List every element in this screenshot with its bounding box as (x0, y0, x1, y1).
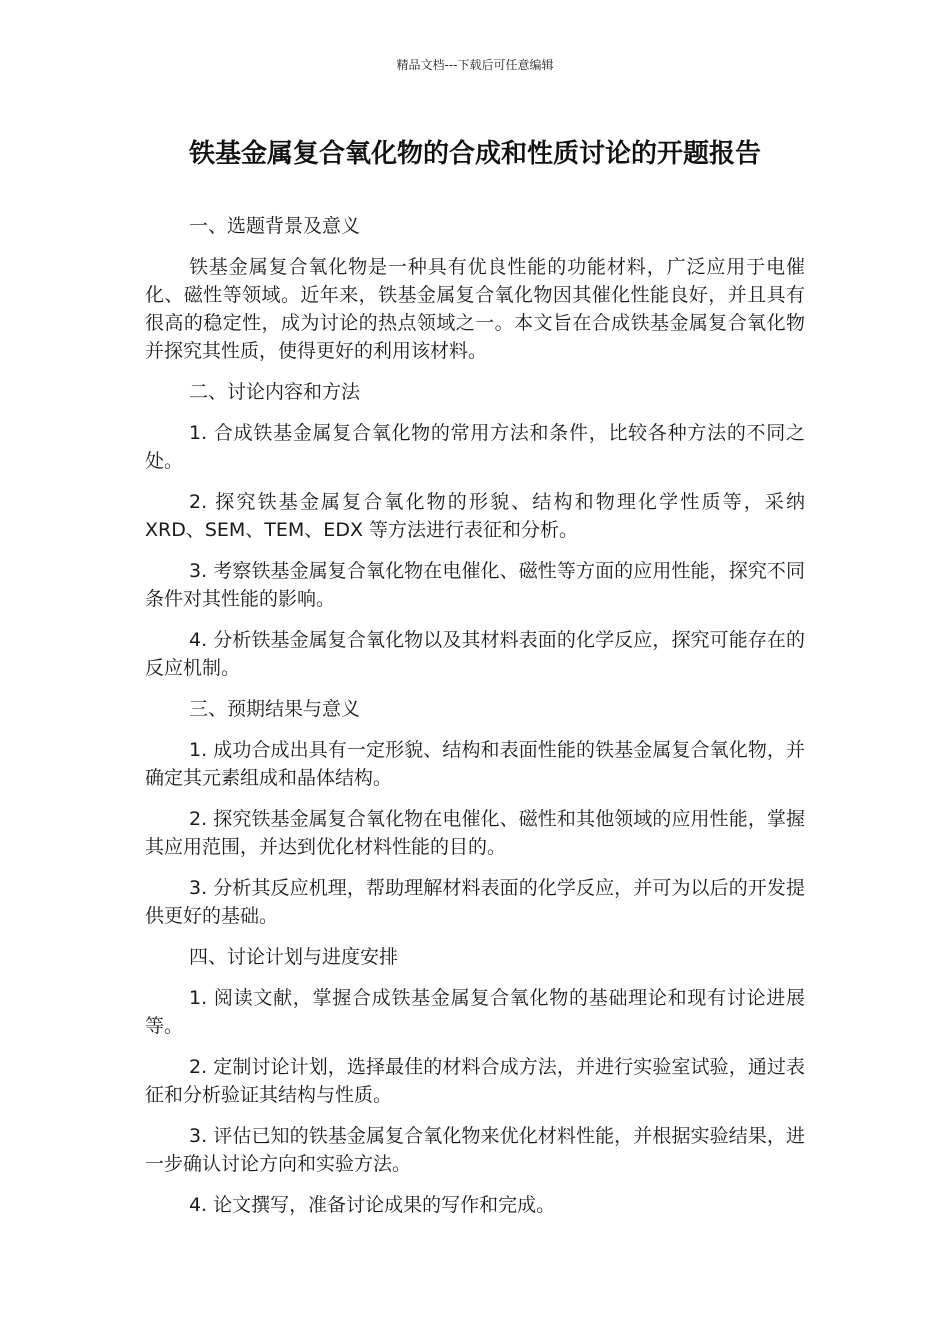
list-item: 3. 分析其反应机理，帮助理解材料表面的化学反应，并可为以后的开发提供更好的基础。 (145, 877, 805, 927)
list-item: 1. 阅读文献，掌握合成铁基金属复合氧化物的基础理论和现有讨论进展等。 (145, 987, 805, 1037)
list-item: 4. 论文撰写，准备讨论成果的写作和完成。 (189, 1194, 556, 1216)
list-item: 3. 考察铁基金属复合氧化物在电催化、磁性等方面的应用性能，探究不同条件对其性能的影响。 (145, 560, 805, 610)
paragraph: 铁基金属复合氧化物是一种具有优良性能的功能材料，广泛应用于电催化、磁性等领域。近年来，铁基金属复合氧化物因其催化性能良好，并且具有很高的稳定性，成为讨论的热点领域之一。本文旨在合成铁基金属复合氧化物并探究其性质，使得更好的利用该材料。 (145, 256, 805, 362)
section-heading-expected-results: 三、预期结果与意义 (189, 698, 361, 720)
document-body (145, 212, 805, 1232)
list-item: 1. 成功合成出具有一定形貌、结构和表面性能的铁基金属复合氧化物，并确定其元素组成和晶体结构。 (145, 739, 805, 789)
section-heading-content-methods: 二、讨论内容和方法 (189, 381, 361, 403)
section-heading-schedule: 四、讨论计划与进度安排 (189, 946, 399, 968)
document-title: 铁基金属复合氧化物的合成和性质讨论的开题报告 (188, 139, 761, 169)
list-item: 4. 分析铁基金属复合氧化物以及其材料表面的化学反应，探究可能存在的反应机制。 (145, 629, 805, 679)
list-item: 2. 探究铁基金属复合氧化物在电催化、磁性和其他领域的应用性能，掌握其应用范围，并达到优化材料性能的目的。 (145, 808, 805, 858)
list-item: 3. 评估已知的铁基金属复合氧化物来优化材料性能，并根据实验结果，进一步确认讨论方向和实验方法。 (145, 1125, 805, 1175)
section-heading-background: 一、选题背景及意义 (189, 215, 361, 237)
list-item: 2. 定制讨论计划，选择最佳的材料合成方法，并进行实验室试验，通过表征和分析验证其结构与性质。 (145, 1056, 805, 1106)
list-item: 2. 探究铁基金属复合氧化物的形貌、结构和物理化学性质等，采纳 XRD、SEM、TEM、EDX 等方法进行表征和分析。 (145, 491, 805, 541)
running-header: 精品文档---下载后可任意编辑 (396, 58, 554, 72)
list-item: 1. 合成铁基金属复合氧化物的常用方法和条件，比较各种方法的不同之处。 (145, 422, 805, 472)
